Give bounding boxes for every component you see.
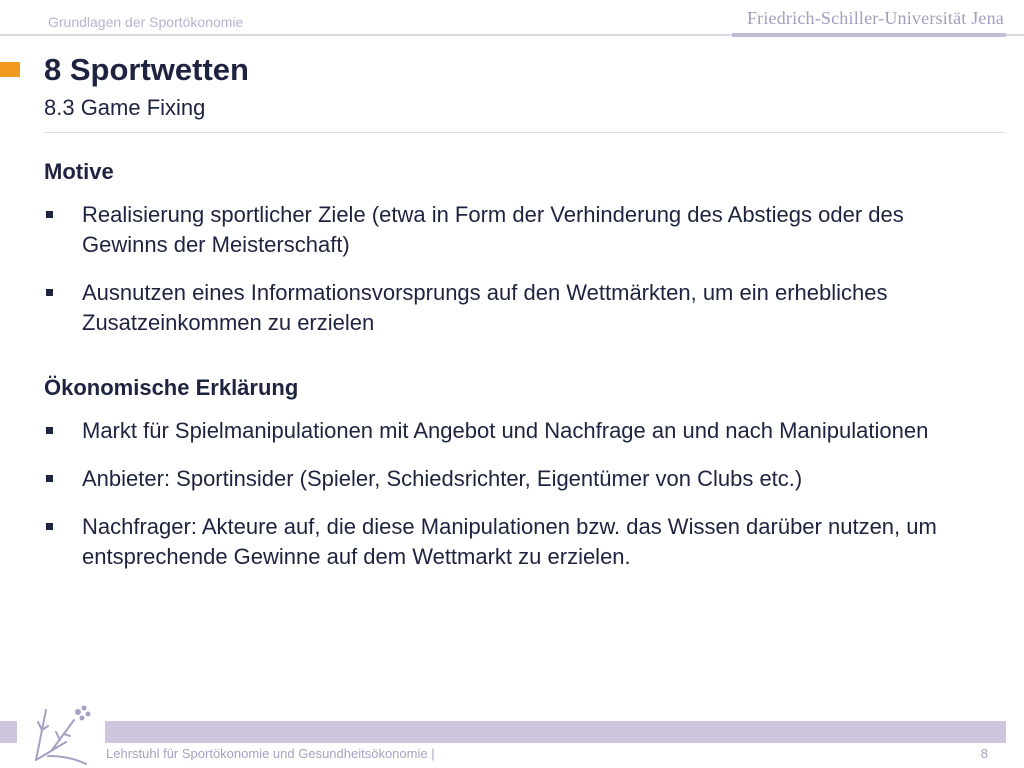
page-number: 8	[980, 746, 988, 761]
bullet-item	[44, 278, 964, 338]
slide-content	[44, 158, 964, 608]
title-accent-marker	[0, 62, 20, 77]
section-heading: Ökonomische Erklärung	[44, 375, 299, 400]
bullet-item	[44, 512, 964, 572]
course-title: Grundlagen der Sportökonomie	[48, 14, 244, 30]
header-divider-accent	[732, 33, 1006, 37]
footer-band-bar	[105, 721, 1006, 743]
footer-chair-name: Lehrstuhl für Sportökonomie und Gesundheitsökonomie |	[106, 746, 435, 761]
slide-subtitle: 8.3 Game Fixing	[44, 95, 206, 120]
bullet-square-icon	[46, 289, 53, 296]
university-name: Friedrich-Schiller-Universität Jena	[746, 8, 1004, 28]
bullet-item	[44, 464, 964, 494]
bullet-square-icon	[46, 427, 53, 434]
section-motive	[44, 158, 964, 338]
bullet-item	[44, 200, 964, 260]
footer-band	[0, 721, 1024, 743]
chair-logo-icon	[26, 700, 100, 766]
section-heading: Motive	[44, 159, 114, 184]
bullet-square-icon	[46, 211, 53, 218]
bullet-square-icon	[46, 475, 53, 482]
bullet-list	[44, 200, 964, 338]
bullet-item	[44, 416, 964, 446]
bullet-square-icon	[46, 523, 53, 530]
bullet-text: Markt für Spielmanipulationen mit Angebot und Nachfrage an und nach Manipulationen	[82, 418, 929, 443]
bullet-text: Ausnutzen eines Informationsvorsprungs auf den Wettmärkten, um ein erhebliches Zusatzeinkommen zu erzielen	[82, 280, 888, 335]
bullet-text: Anbieter: Sportinsider (Spieler, Schiedsrichter, Eigentümer von Clubs etc.)	[82, 466, 803, 491]
bullet-list	[44, 416, 964, 572]
title-divider	[44, 132, 1004, 133]
slide-title: 8 Sportwetten	[44, 52, 249, 87]
section-oekonomische-erklaerung	[44, 374, 964, 572]
bullet-text: Realisierung sportlicher Ziele (etwa in Form der Verhinderung des Abstiegs oder des Gewinns der Meisterschaft)	[82, 202, 904, 257]
bullet-text: Nachfrager: Akteure auf, die diese Manipulationen bzw. das Wissen darüber nutzen, um entsprechende Gewinne auf dem Wettmarkt zu erzielen.	[82, 514, 937, 569]
footer-band-stub	[0, 721, 17, 743]
